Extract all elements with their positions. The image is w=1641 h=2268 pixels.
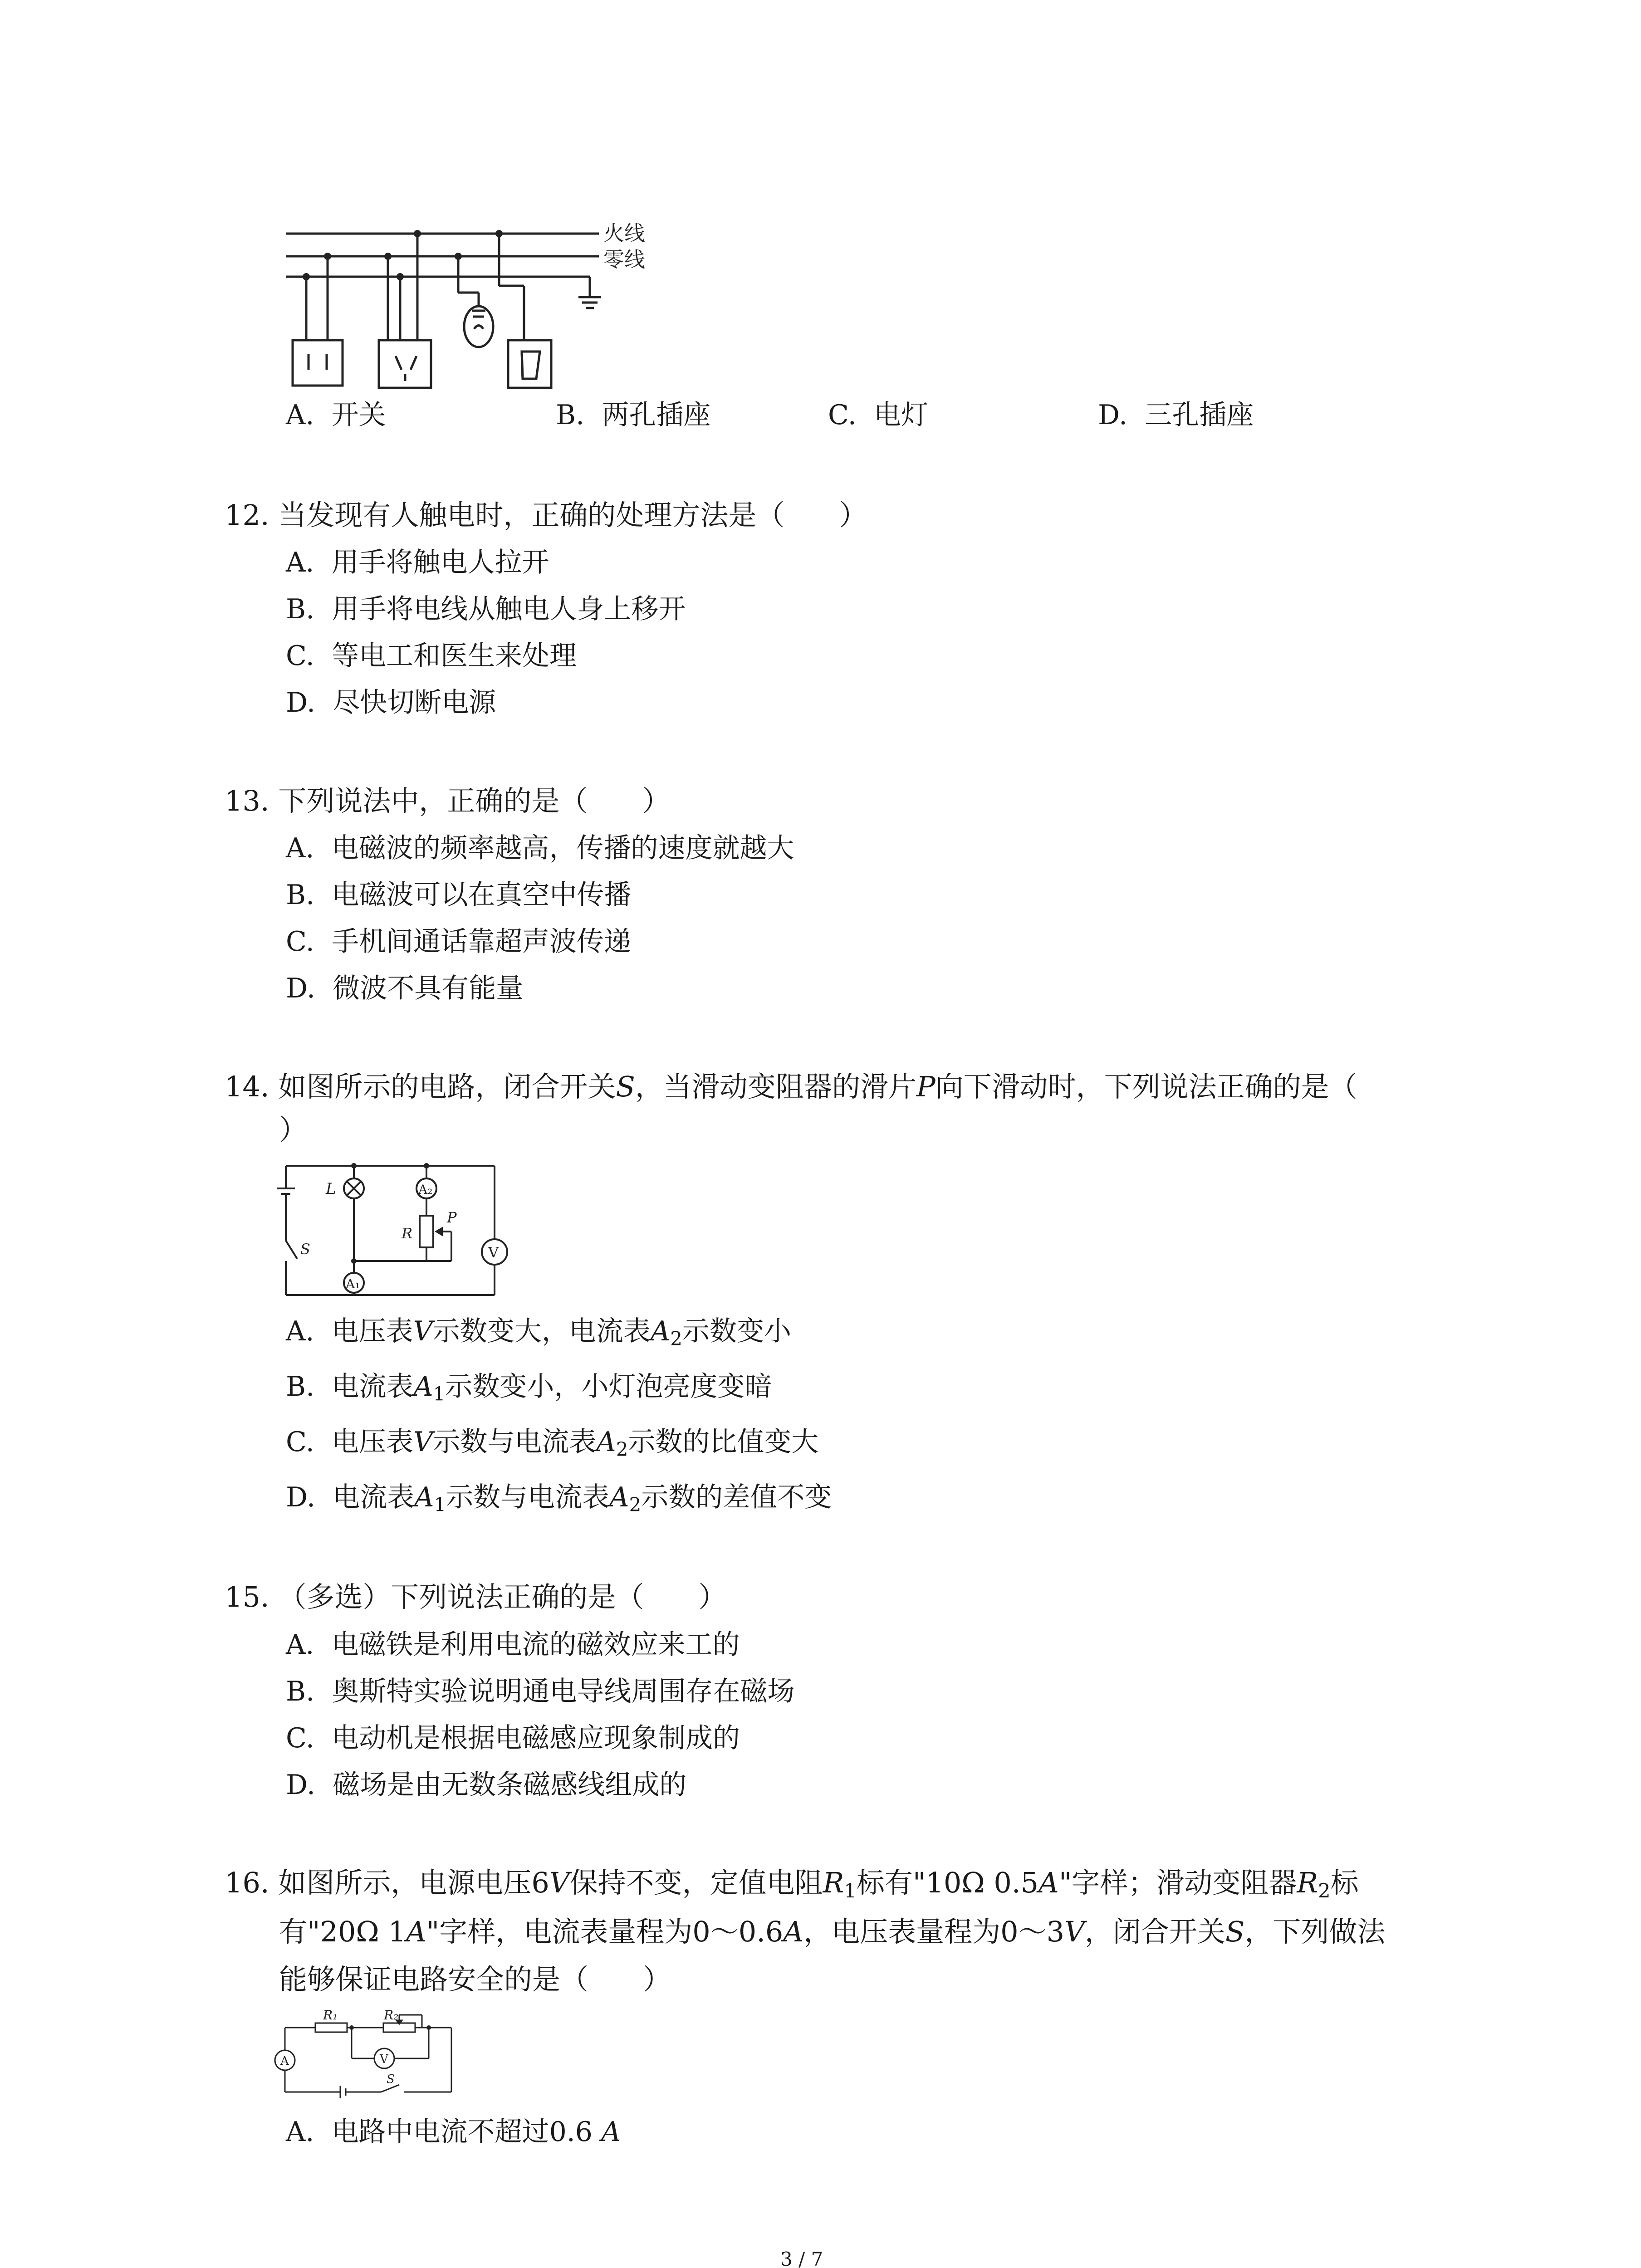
q14-fig-label-s: S [300,1241,310,1258]
q12-option-b: B. 用手将电线从触电人身上移开 [286,593,686,625]
q12-option-a: A. 用手将触电人拉开 [286,547,549,578]
q16-fig-label-r1: R₁ [323,2008,338,2023]
wiring-diagram [272,213,681,404]
q14-circuit-diagram [272,1157,508,1306]
q16-fig-label-r2: R₂ [384,2008,399,2023]
q13-option-d: D. 微波不具有能量 [286,973,524,1004]
q16-fig-label-a: A [280,2054,289,2068]
q14-fig-label-p: P [447,1209,457,1226]
q14-option-c: C. 电压表V示数与电流表$A_2$示数的比值变大 [286,1426,819,1461]
page-number: 3 / 7 [780,2248,823,2268]
q14-option-a: A. 电压表V示数变大，电流表$A_2$示数变小 [286,1315,791,1350]
q16-stem-line3: 能够保证电路安全的是（ ） [279,1963,671,1996]
q15-option-b: B. 奥斯特实验说明通电导线周围存在磁场 [286,1676,795,1707]
q16-option-a: A. 电路中电流不超过0.6 A [286,2116,621,2148]
q15-option-c: C. 电动机是根据电磁感应现象制成的 [286,1722,740,1754]
q15-stem: 15. （多选）下列说法正确的是（ ） [225,1580,727,1613]
q14-fig-label-v: V [488,1244,499,1261]
q16-fig-label-s: S [387,2072,395,2086]
q13-option-a: A. 电磁波的频率越高，传播的速度就越大 [286,832,794,864]
q11-option-a: A. 开关 [286,399,386,431]
q12-option-c: C. 等电工和医生来处理 [286,640,577,672]
q11-option-c: C. 电灯 [828,399,928,431]
q14-stem-close: ） [279,1113,308,1146]
q14-fig-label-a1: A₁ [346,1276,360,1291]
q13-option-c: C. 手机间通话靠超声波传递 [286,926,631,958]
q16-circuit-diagram [272,2005,463,2105]
q13-option-b: B. 电磁波可以在真空中传播 [286,879,632,911]
q14-fig-label-r: R [402,1225,413,1242]
q11-option-b: B. 两孔插座 [556,399,711,431]
q11-option-d: D. 三孔插座 [1098,399,1254,431]
q13-stem: 13. 下列说法中，正确的是（ ） [225,784,671,817]
live-wire-label: 火线 [603,221,645,245]
q14-fig-label-a2: A₂ [418,1182,433,1197]
q14-stem: 14. 如图所示的电路，闭合开关S，当滑动变阻器的滑片P向下滑动时，下列说法正确的是（ [225,1070,1357,1103]
q12-stem: 12. 当发现有人触电时，正确的处理方法是（ ） [225,499,867,532]
q14-option-b: B. 电流表$A_1$示数变小，小灯泡亮度变暗 [286,1371,772,1405]
q14-option-d: D. 电流表$A_1$示数与电流表$A_2$示数的差值不变 [286,1481,832,1516]
q16-stem-line2: 有"20Ω 1A"字样，电流表量程为0～0.6A，电压表量程为0～3V，闭合开关S，下列做法 [279,1915,1386,1948]
q15-option-d: D. 磁场是由无数条磁感线组成的 [286,1769,687,1801]
q16-stem-line1: 16. 如图所示，电源电压6V保持不变，定值电阻$R_1$标有"10Ω 0.5A"字样；滑动变阻器$R_2$标 [225,1866,1359,1902]
q14-fig-label-l: L [326,1180,336,1198]
q12-option-d: D. 尽快切断电源 [286,687,496,719]
q16-fig-label-v: V [380,2053,388,2066]
q15-option-a: A. 电磁铁是利用电流的磁效应来工的 [286,1629,740,1661]
neutral-wire-label: 零线 [603,247,645,272]
